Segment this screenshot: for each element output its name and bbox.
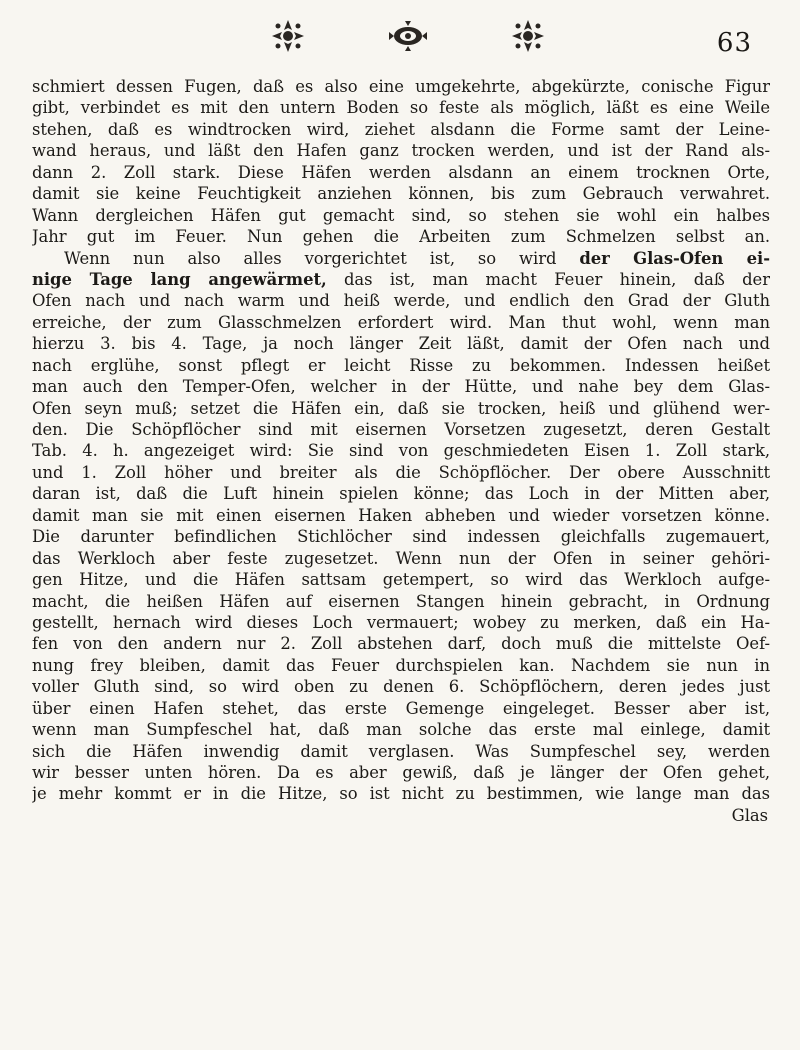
text-line: Glas (731, 805, 768, 825)
text-line: dann 2. Zoll stark. Diese Häfen werden alsdann an einem trocknen Orte, (32, 162, 770, 182)
text-line: fen von den andern nur 2. Zoll abstehen darf, doch muß die mittelste Oef- (32, 634, 770, 654)
fleuron-right-icon (508, 16, 548, 56)
text-line: je mehr kommt er in die Hitze, so ist nicht zu bestimmen, wie lange man das (32, 784, 770, 804)
text-line: damit man sie mit einen eisernen Haken abheben und wieder vorsetzen könne. (32, 505, 770, 525)
text-line: stehen, daß es windtrocken wird, ziehet alsdann die Forme samt der Leine- (32, 119, 770, 139)
text-line: Ofen seyn muß; setzet die Häfen ein, daß sie trocken, heiß und glühend wer- (32, 398, 770, 418)
text-line: man auch den Temper-Ofen, welcher in der Hütte, und nahe bey dem Glas- (32, 377, 770, 397)
text-line: Jahr gut im Feuer. Nun gehen die Arbeiten zum Schmelzen selbst an. (32, 227, 770, 247)
text-line: macht, die heißen Häfen auf eisernen Stangen hinein gebracht, in Ordnung (32, 591, 770, 611)
text-line: wand heraus, und läßt den Hafen ganz trocken werden, und ist der Rand als- (32, 141, 770, 161)
text-line: hierzu 3. bis 4. Tage, ja noch länger Zeit läßt, damit der Ofen nach und (32, 334, 770, 354)
text-line: daran ist, daß die Luft hinein spielen könne; das Loch in der Mitten aber, (32, 484, 770, 504)
header-ornaments (268, 14, 548, 58)
text-line: nige Tage lang angewärmet, das ist, man macht Feuer hinein, daß der (32, 269, 770, 289)
text-line: erreiche, der zum Glasschmelzen erfordert wird. Man thut wohl, wenn man (32, 312, 770, 332)
page-number: 63 (716, 28, 752, 58)
text-line: sich die Häfen inwendig damit verglasen. Was Sumpfeschel sey, werden (32, 741, 770, 761)
text-line: nach erglühe, sonst pflegt er leicht Risse zu bekommen. Indessen heißet (32, 355, 770, 375)
text-line: Wann dergleichen Häfen gut gemacht sind, so stehen sie wohl ein halbes (32, 205, 770, 225)
fleuron-left-icon (268, 16, 308, 56)
text-line: den. Die Schöpflöcher sind mit eisernen Vorsetzen zugesetzt, deren Gestalt (32, 420, 770, 439)
text-line: über einen Hafen stehet, das erste Gemenge eingeleget. Besser aber ist, (32, 698, 770, 718)
text-line: gen Hitze, und die Häfen sattsam getempert, so wird das Werkloch aufge- (32, 570, 770, 590)
text-line: das Werkloch aber feste zugesetzet. Wenn nun der Ofen in seiner gehöri- (32, 548, 770, 568)
text-line: Wenn nun also alles vorgerichtet ist, so wird der Glas-Ofen ei- (64, 248, 770, 268)
page-header (0, 6, 800, 76)
text-line: gestellt, hernach wird dieses Loch vermauert; wobey zu merken, daß ein Ha- (32, 612, 770, 632)
body-text (32, 76, 770, 826)
text-line: voller Gluth sind, so wird oben zu denen 6. Schöpflöchern, deren jedes just (32, 677, 770, 697)
text-line: nung frey bleiben, damit das Feuer durchspielen kan. Nachdem sie nun in (32, 655, 770, 675)
text-line: schmiert dessen Fugen, daß es also eine umgekehrte, abgekürzte, conische Figur (32, 77, 770, 96)
text-line: Ofen nach und nach warm und heiß werde, und endlich den Grad der Gluth (32, 291, 770, 311)
text-line: und 1. Zoll höher und breiter als die Schöpflöcher. Der obere Ausschnitt (32, 462, 770, 482)
text-line: gibt, verbindet es mit den untern Boden so feste als möglich, läßt es eine Weile (32, 98, 770, 118)
text-line: damit sie keine Feuchtigkeit anziehen können, bis zum Gebrauch verwahret. (32, 184, 770, 204)
text-line: Tab. 4. h. angezeiget wird: Sie sind von geschmiedeten Eisen 1. Zoll stark, (32, 441, 770, 461)
text-line: wir besser unten hören. Da es aber gewiß, daß je länger der Ofen gehet, (32, 763, 770, 782)
fleuron-center-icon (388, 16, 428, 56)
text-line: Die darunter befindlichen Stichlöcher sind indessen gleichfalls zugemauert, (32, 527, 770, 547)
text-line: wenn man Sumpfeschel hat, daß man solche das erste mal einlege, damit (32, 720, 770, 740)
